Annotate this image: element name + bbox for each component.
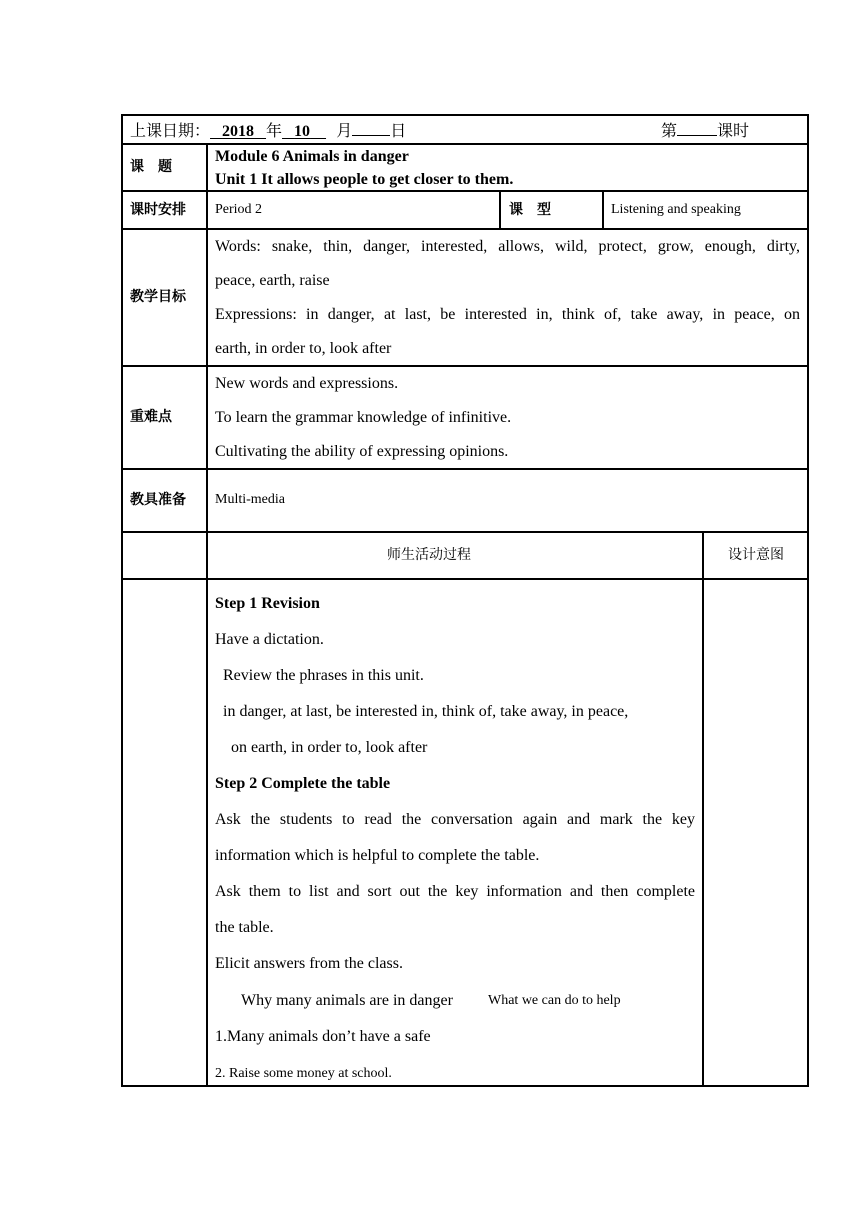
unit-title: Unit 1 It allows people to get closer to them. [215,171,514,188]
row-divider [121,190,809,192]
date-row [130,121,406,140]
design-intent-header: 设计意图 [728,547,784,563]
column-divider [206,143,208,1087]
objectives-words-line1: Words: snake, thin, danger, interested, allows, wild, protect, grow, enough, dirty, [215,238,800,255]
materials-label: 教具准备 [130,492,186,508]
lesson-type-value: Listening and speaking [611,202,741,217]
column-divider [499,190,501,230]
step2-title: Step 2 Complete the table [215,775,391,792]
step2-line: Ask the students to read the conversation again and mark the key [215,811,695,828]
step2-line: Elicit answers from the class. [215,955,403,972]
module-title: Module 6 Animals in danger [215,148,409,165]
date-label: 上课日期： [130,121,211,140]
step1-title: Step 1 Revision [215,595,320,612]
table-border-right [807,114,809,1087]
step1-line: Have a dictation. [215,631,324,648]
lesson-type-label: 课 型 [509,202,551,218]
period-prefix: 第 [661,121,678,140]
objectives-words-line2: peace, earth, raise [215,272,330,289]
table-border-left [121,114,123,1087]
step1-line: Review the phrases in this unit. [223,667,424,684]
column-divider [602,190,604,230]
schedule-value: Period 2 [215,202,263,217]
year-unit: 年 [266,121,283,140]
row-divider [121,531,809,533]
table-border-top [121,114,809,116]
month-unit: 月 [336,121,353,140]
objectives-expressions-line2: earth, in order to, look after [215,340,392,357]
materials-value: Multi-media [215,492,285,507]
row-divider [121,228,809,230]
step2-line: the table. [215,919,274,936]
row-divider [121,578,809,580]
step1-line: on earth, in order to, look after [231,739,428,756]
lesson-number [661,121,749,139]
key-point-item: New words and expressions. [215,375,399,392]
topic-label: 课 题 [130,159,172,175]
inner-table-col2-header: What we can do to help [488,993,621,1008]
key-point-item: Cultivating the ability of expressing opinions. [215,443,509,460]
activity-process-header: 师生活动过程 [387,547,471,563]
inner-table-row: 1.Many animals don’t have a safe [215,1028,431,1045]
period-blank [677,121,717,136]
inner-table-row: 2. Raise some money at school. [215,1066,392,1081]
key-point-item: To learn the grammar knowledge of infinitive. [215,409,512,426]
objectives-label: 教学目标 [130,289,186,305]
row-divider [121,365,809,367]
column-divider [702,531,704,1087]
date-month: 10 [294,123,311,140]
row-divider [121,143,809,145]
step1-line: in danger, at last, be interested in, think of, take away, in peace, [223,703,629,720]
date-year: 2018 [222,123,255,140]
period-suffix: 课时 [717,121,750,140]
schedule-label: 课时安排 [130,202,186,218]
row-divider [121,468,809,470]
inner-table-col1-header: Why many animals are in danger [241,992,453,1009]
table-border-bottom [121,1085,809,1087]
objectives-expressions-line1: Expressions: in danger, at last, be interested in, think of, take away, in peace, on [215,306,800,323]
step2-line: information which is helpful to complete the table. [215,847,540,864]
key-points-label: 重难点 [130,409,172,425]
step2-line: Ask them to list and sort out the key information and then complete [215,883,695,900]
day-unit: 日 [390,121,407,140]
day-blank [352,121,390,136]
